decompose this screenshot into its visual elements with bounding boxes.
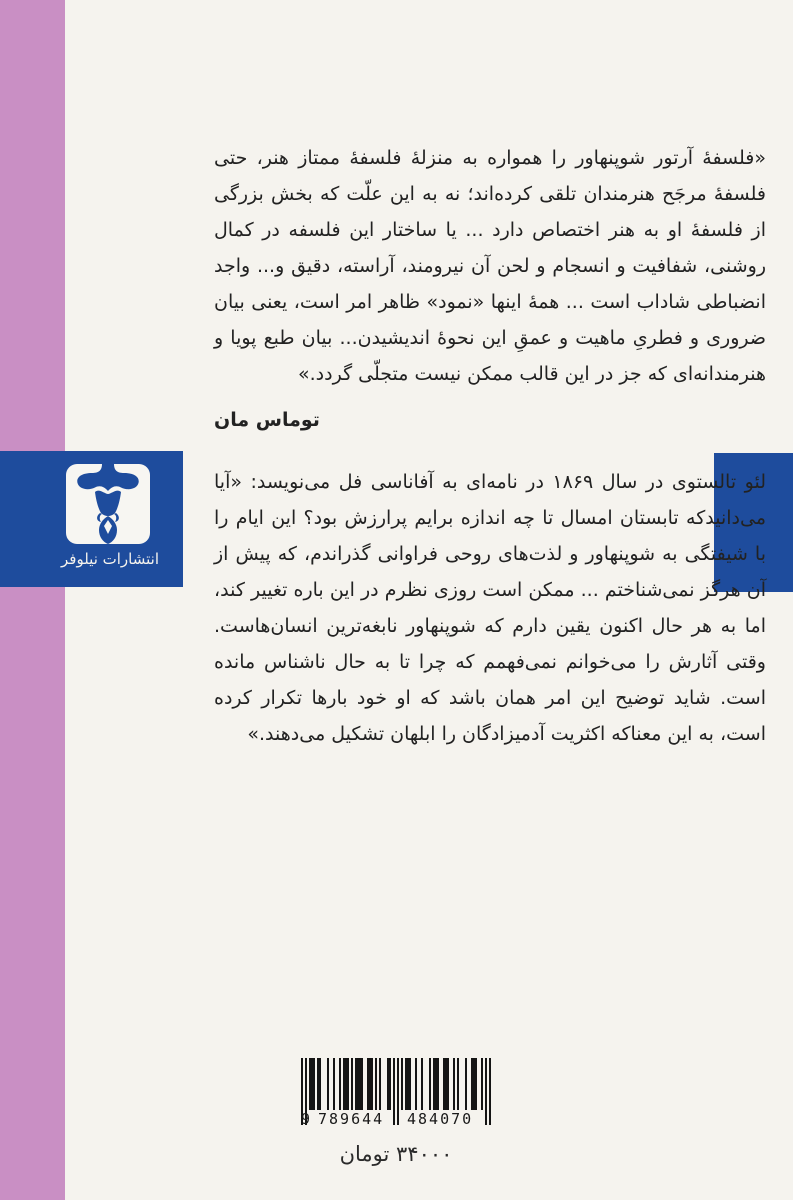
back-cover-text — [214, 140, 766, 752]
pink-stripe — [0, 0, 65, 1200]
niloofar-lotus-icon — [66, 464, 150, 544]
barcode-digit-right: 484070 — [407, 1110, 474, 1128]
barcode-digit-left: 789644 — [318, 1110, 385, 1128]
quote-tolstoy: لئو تالستوی در سال ۱۸۶۹ در نامه‌ای به آفاناسی فل می‌نویسد: «آیا می‌دانیدکه تابستان امسال تا چه اندازه برایم پرارزش بود؟ این ایام را با شیفتگی به شوپنهاور و لذت‌های روحی فراوانی گذراندم، که پیش از آن هرگز نمی‌شناختم ... ممکن است روزی نظرم در این باره تغییر کند، اما به هر حال اکنون یقین دارم که شوپنهاور نابغه‌ترین انسان‌هاست. وقتی آثارش را می‌خوانم نمی‌فهمم که چرا تا به حال ناشناس مانده است. شاید توضیح این امر همان باشد که او خود بارها تکرار کرده است، به این معناکه اکثریت آدمیزادگان را ابلهان تشکیل می‌دهند.» — [214, 471, 766, 745]
barcode — [301, 1058, 491, 1130]
barcode-digit-lead: 9 — [301, 1110, 313, 1128]
publisher-logo-block — [0, 451, 183, 587]
quote-thomas-mann: «فلسفهٔ آرتور شوپنهاور را همواره به منزلهٔ فلسفهٔ ممتاز هنر، حتی فلسفهٔ مرجَح هنرمندان تلقی کرده‌اند؛ نه به این علّت که بخش بزرگی از فلسفهٔ او به هنر اختصاص دارد ... یا ساختار این فلسفه در کمال روشنی، شفافیت و انسجام و لحن آن نیرومند، آراسته، دقیق و... واجد انضباطی شاداب است ... همهٔ اینها «نمود» ظاهر امر است، یعنی بیان ضروری و فطریِ ماهیت و عمقِ این نحوهٔ اندیشیدن... بیان طبع پویا و هنرمندانه‌ای که جز در این قالب ممکن نیست متجلّی گردد.» — [214, 147, 766, 385]
price-label: ۳۴۰۰۰ تومان — [339, 1142, 453, 1166]
publisher-name: انتشارات نیلوفر — [61, 550, 159, 568]
quote-attribution: توماس مان — [214, 409, 320, 431]
